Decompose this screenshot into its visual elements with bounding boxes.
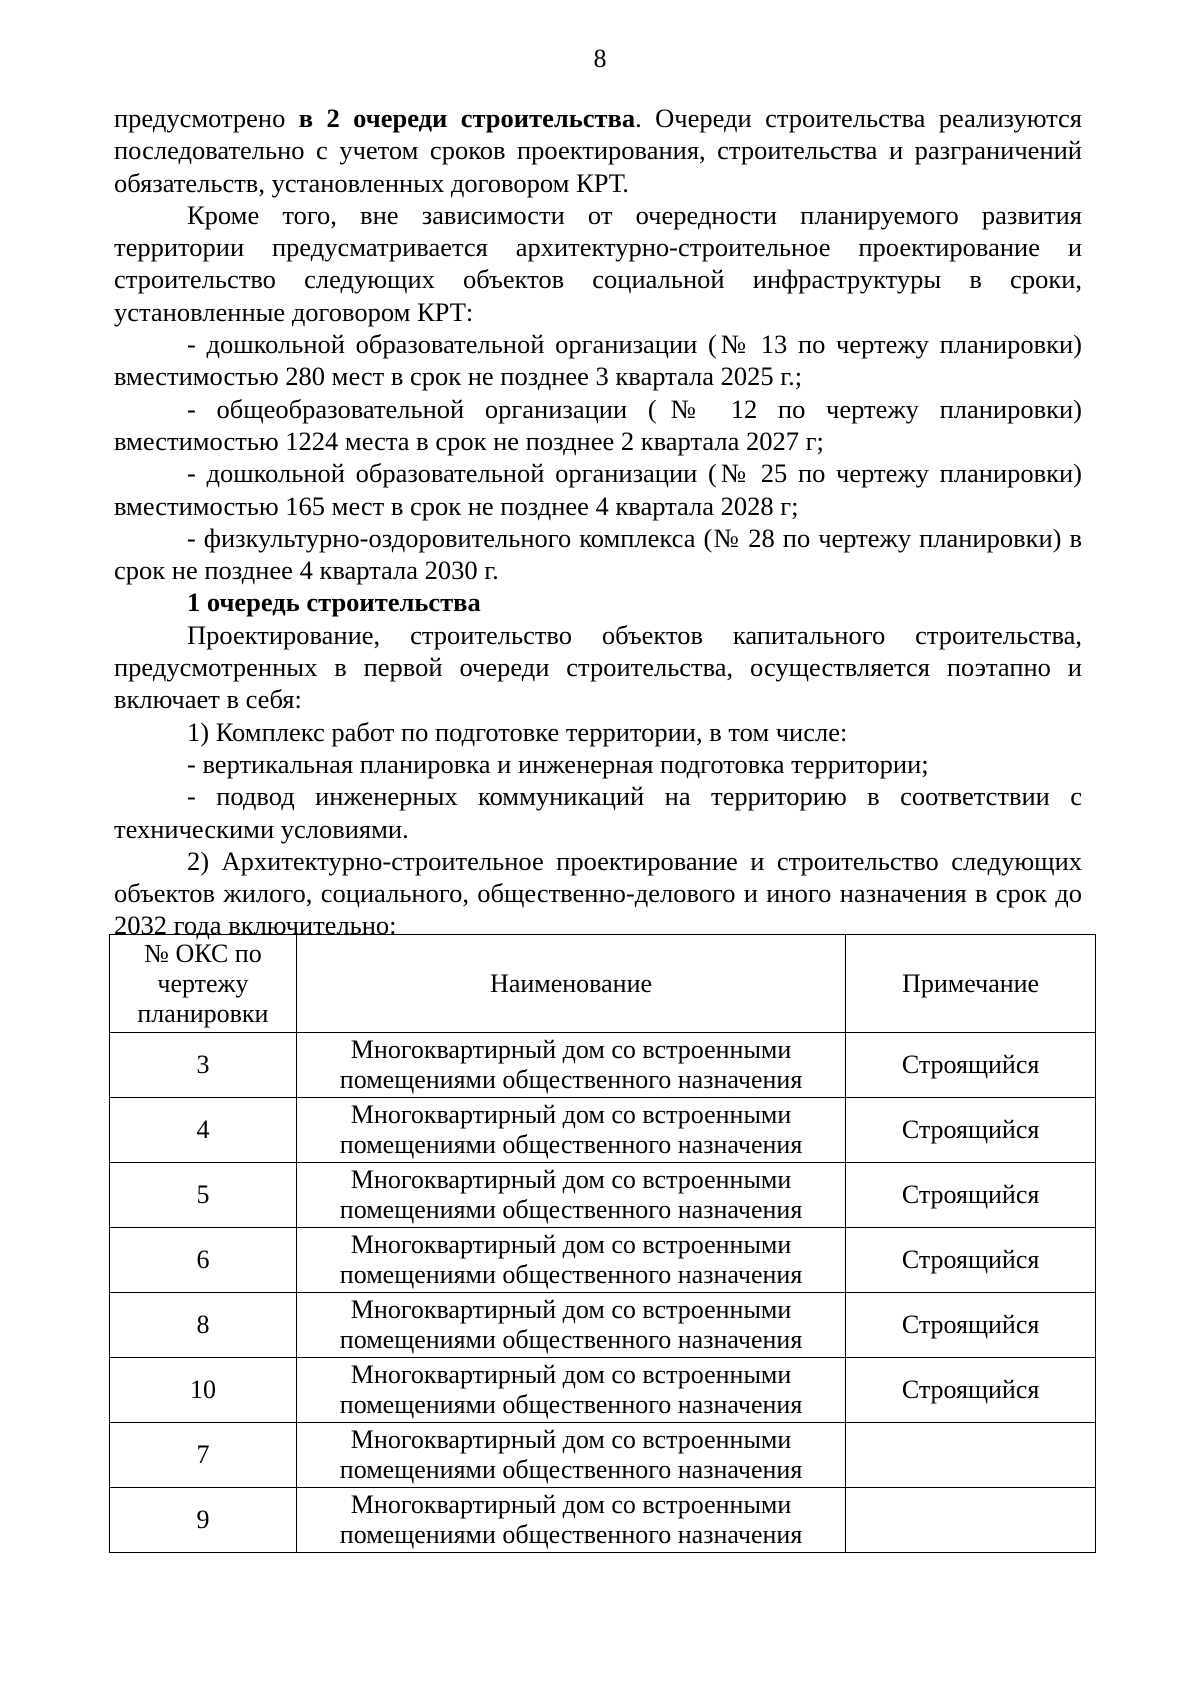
cell-note: Строящийся bbox=[846, 1163, 1096, 1228]
cell-oks-number: 8 bbox=[110, 1293, 297, 1358]
cell-oks-number: 4 bbox=[110, 1098, 297, 1163]
cell-name: Многоквартирный дом со встроенными помещениями общественного назначения bbox=[296, 1488, 845, 1553]
cell-name: Многоквартирный дом со встроенными помещениями общественного назначения bbox=[296, 1423, 845, 1488]
cell-note bbox=[846, 1488, 1096, 1553]
paragraph-text: предусмотрено bbox=[114, 103, 299, 133]
table-row bbox=[110, 1293, 1096, 1358]
document-body bbox=[114, 102, 1082, 942]
cell-note: Строящийся bbox=[846, 1098, 1096, 1163]
table-row bbox=[110, 1033, 1096, 1098]
cell-oks-number: 5 bbox=[110, 1163, 297, 1228]
cell-name: Многоквартирный дом со встроенными помещениями общественного назначения bbox=[296, 1228, 845, 1293]
list-item-kindergarten-13: - дошкольной образовательной организации (№ 13 по чертежу планировки) вместимостью 280 мест в срок не позднее 3 квартала 2025 г.; bbox=[114, 329, 1082, 392]
table-row bbox=[110, 1163, 1096, 1228]
cell-name: Многоквартирный дом со встроенными помещениями общественного назначения bbox=[296, 1358, 845, 1423]
bold-phrase: в 2 очереди строительства bbox=[298, 103, 636, 133]
cell-name: Многоквартирный дом со встроенными помещениями общественного назначения bbox=[296, 1033, 845, 1098]
header-note: Примечание bbox=[846, 935, 1096, 1033]
oks-table bbox=[109, 934, 1096, 1553]
cell-note bbox=[846, 1423, 1096, 1488]
table-row bbox=[110, 1098, 1096, 1163]
cell-note: Строящийся bbox=[846, 1228, 1096, 1293]
cell-name: Многоквартирный дом со встроенными помещениями общественного назначения bbox=[296, 1293, 845, 1358]
page-number: 8 bbox=[593, 44, 607, 73]
table-header-row bbox=[110, 935, 1096, 1033]
cell-note: Строящийся bbox=[846, 1033, 1096, 1098]
header-name: Наименование bbox=[296, 935, 845, 1033]
paragraph-text: . Очереди строительства реализуются последовательно с учетом сроков проектирования, строительства и разграничений обязательств, установленных договором КРТ. bbox=[114, 103, 1082, 198]
cell-note: Строящийся bbox=[846, 1293, 1096, 1358]
list-item-sports-complex-28: - физкультурно-оздоровительного комплекса (№ 28 по чертежу планировки) в срок не позднее 4 квартала 2030 г. bbox=[114, 522, 1082, 586]
table-row bbox=[110, 1488, 1096, 1553]
cell-oks-number: 7 bbox=[110, 1423, 297, 1488]
paragraph-territory-works: 1) Комплекс работ по подготовке территории, в том числе: bbox=[187, 716, 848, 747]
list-item-utilities: - подвод инженерных коммуникаций на территорию в соответствии с техническими условиями. bbox=[114, 781, 1082, 844]
paragraph-design-construction: Проектирование, строительство объектов капитального строительства, предусмотренных в первой очереди строительства, осуществляется поэтапно и включает в себя: bbox=[114, 619, 1082, 715]
cell-note: Строящийся bbox=[846, 1358, 1096, 1423]
cell-oks-number: 9 bbox=[110, 1488, 297, 1553]
cell-oks-number: 10 bbox=[110, 1358, 297, 1423]
cell-name: Многоквартирный дом со встроенными помещениями общественного назначения bbox=[296, 1163, 845, 1228]
cell-oks-number: 6 bbox=[110, 1228, 297, 1293]
cell-name: Многоквартирный дом со встроенными помещениями общественного назначения bbox=[296, 1098, 845, 1163]
paragraph-social-infrastructure: Кроме того, вне зависимости от очередности планируемого развития территории предусматривается архитектурно-строительное проектирование и строительство следующих объектов социальной инфраструктуры в сроки, установленные договором КРТ: bbox=[114, 199, 1082, 327]
header-oks-number: № ОКС по чертежу планировки bbox=[110, 935, 297, 1033]
list-item-vertical-planning: - вертикальная планировка и инженерная подготовка территории; bbox=[187, 748, 929, 779]
paragraph-queues bbox=[114, 102, 1082, 199]
table-row bbox=[110, 1423, 1096, 1488]
list-item-kindergarten-25: - дошкольной образовательной организации (№ 25 по чертежу планировки) вместимостью 165 мест в срок не позднее 4 квартала 2028 г; bbox=[114, 458, 1082, 521]
section-heading: 1 очередь строительства bbox=[187, 587, 481, 618]
table-row bbox=[110, 1228, 1096, 1293]
list-item-school-12: - общеобразовательной организации (№ 12 по чертежу планировки) вместимостью 1224 места в срок не позднее 2 квартала 2027 г; bbox=[114, 393, 1082, 456]
table-row bbox=[110, 1358, 1096, 1423]
paragraph-objects-list: 2) Архитектурно-строительное проектирование и строительство следующих объектов жилого, социального, общественно-делового и иного назначения в срок до 2032 года включительно: bbox=[114, 845, 1082, 941]
cell-oks-number: 3 bbox=[110, 1033, 297, 1098]
